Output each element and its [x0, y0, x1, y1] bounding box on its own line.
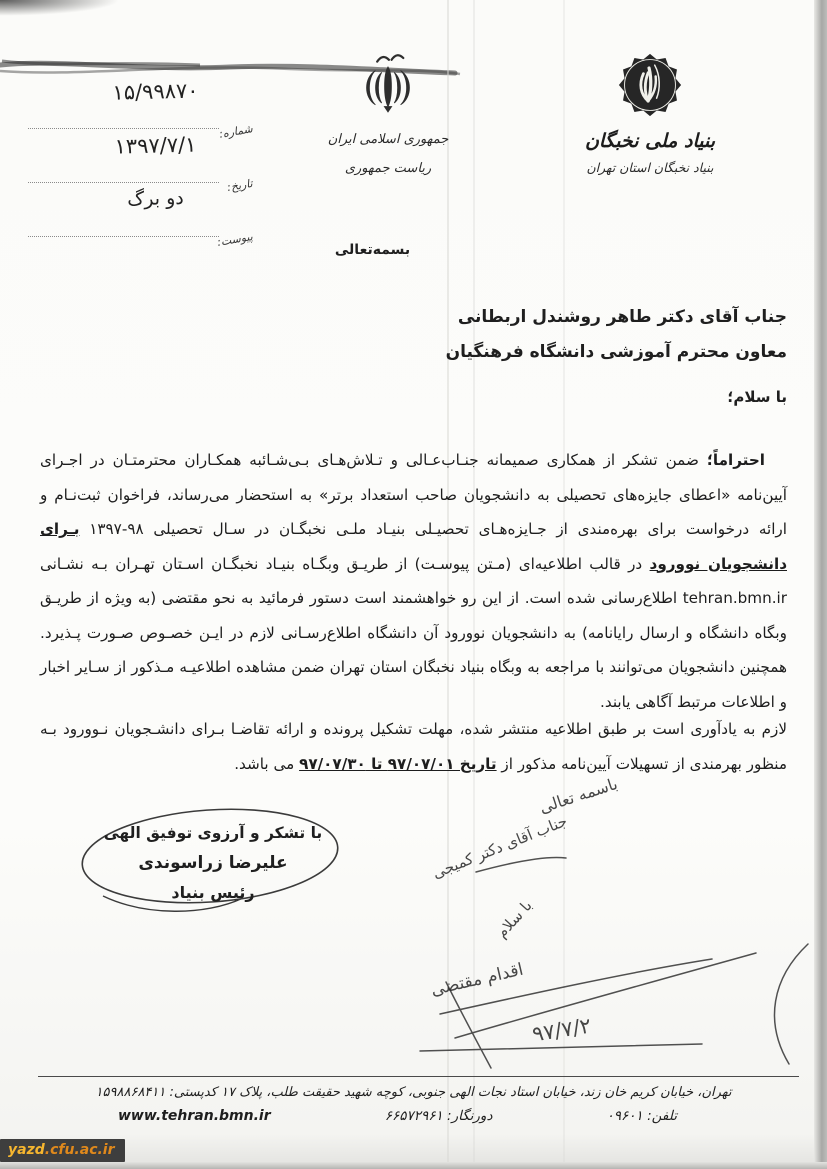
scan-smear-top-left — [0, 0, 120, 16]
elite-foundation-seal-icon — [617, 52, 683, 118]
footer-divider — [38, 1076, 799, 1077]
paragraph2-text-b: می باشد. — [234, 754, 300, 773]
number-label: شماره: — [218, 122, 254, 141]
footer — [30, 1082, 797, 1124]
date-value: ۱۳۹۷/۷/۱ — [114, 132, 197, 159]
besmele: بسمه‌تعالی — [334, 242, 411, 258]
emblem-caption-line1: جمهوری اسلامی ایران — [327, 132, 449, 147]
addressee-block — [40, 300, 787, 370]
body-paragraph-2 — [40, 712, 787, 781]
signature-closing: با تشکر و آرزوی توفیق الهی — [103, 824, 323, 842]
handwritten-note-besmele: باسمه تعالی — [537, 773, 620, 818]
emblem-caption-line2: ریاست جمهوری — [344, 161, 432, 176]
fax-label: دورنگار: — [447, 1108, 493, 1124]
handwritten-note-salam: با سلام — [492, 896, 536, 942]
attachment-label: پیوست: — [216, 229, 254, 250]
footer-contacts — [30, 1104, 797, 1124]
handwriting-strokes — [380, 772, 827, 1077]
body-paragraph-1 — [40, 443, 787, 719]
foundation-branch: بنیاد نخبگان استان تهران — [586, 160, 714, 175]
date-label: تاریخ: — [226, 176, 254, 195]
footer-phone — [607, 1108, 677, 1124]
field-date — [28, 132, 254, 195]
handwritten-annotation-zone — [380, 772, 827, 1077]
dotted-line — [28, 128, 219, 129]
signature-block — [88, 818, 338, 908]
signatory-name: علیرضا زراسوندی — [138, 853, 288, 873]
foundation-header — [545, 52, 755, 175]
footer-fax — [385, 1108, 493, 1124]
addressee-name: جناب آقای دکتر طاهر روشندل اربطانی — [457, 307, 787, 327]
letterhead-fields — [28, 78, 254, 250]
handwritten-note-action: اقدام مقتضی — [428, 959, 526, 1001]
phone-label: تلفن: — [647, 1108, 677, 1124]
paragraph1-text-b: در قالب اطلاعیه‌ای (مـتن پیوسـت) از طریـق وبگـاه بنیـاد نخبگـان اسـتان تهـران بـه نشـانی tehran.bmn.ir اطلاع‌رسانی شده است. از این رو خواهشمند است دستور فرمائید به نحو مقتضی (به ویژه از طریـق وبگاه دانشگاه و ارسال رایانامه) به دانشجویان نوورود آن دانشگاه اطلاع‌رسـانی لازم در ایـن خصـوص صـورت پـذیرد. همچنین دانشجویان می‌توانند با مراجعه به وبگاه بنیاد نخبگان استان تهران ضمن مشاهده اطلاعیـه مـذکور از سـایر اخبار و اطلاعات مرتبط آگاهی یابند. — [40, 554, 787, 711]
phone-number: ۰۹۶۰۱ — [606, 1108, 643, 1124]
paragraph2-deadline: تاریخ ۹۷/۰۷/۰۱ تا ۹۷/۰۷/۳۰ — [299, 754, 497, 773]
dotted-line — [28, 236, 219, 237]
footer-address: تهران، خیابان کریم خان زند، خیابان استاد نجات الهی جنوبی، کوچه شهید حقیقت طلب، پلاک ۱۷ کدپستی: ۱۵۹۸۸۶۸۴۱۱ — [95, 1085, 732, 1100]
addressee-title: معاون محترم آموزشی دانشگاه فرهنگیان — [445, 342, 787, 362]
paragraph1-text-a: ضمن تشکر از همکاری صمیمانه جنـاب‌عـالی و تـلاش‌هـای بـی‌شـائبه همکـاران محترمتـان در اجـرای آیین‌نامه «اعطای جایزه‌های تحصیلی به دانشجویان صاحب استعداد برتر» به استحضار می‌رساند، فراخوان ثبت‌نـام و ارائه درخواست برای بهره‌مندی از جـایزه‌هـای تحصیـلی بنیـاد ملـی نخبگـان در سـال تحصیلی ۹۸-۱۳۹۷ — [40, 451, 787, 539]
scan-edge-bottom — [0, 1162, 827, 1169]
handwritten-note-addressee: جناب آقای دکتر کمیجی — [429, 811, 570, 883]
footer-website: www.tehran.bmn.ir — [118, 1108, 271, 1124]
watermark-rest: .cfu.ac.ir — [44, 1142, 115, 1158]
field-number — [28, 78, 254, 141]
salutation: با سلام؛ — [727, 388, 787, 406]
dotted-line — [28, 182, 219, 183]
site-watermark — [0, 1139, 125, 1162]
field-attachment — [28, 186, 254, 250]
paragraph2-text-a: لازم به یادآوری است بر طبق اطلاعیه منتشر شده، مهلت تشکیل پرونده و ارائه تقاضـا بـرای دانشـجویان نـوورود بـه منظور بهرمندی از تسهیلات آیین‌نامه مذکور از — [40, 720, 787, 773]
attachment-value: دو برگ — [126, 186, 184, 211]
fax-number: ۶۶۵۷۲۹۶۱ — [384, 1108, 443, 1124]
paragraph1-intro: احتراماً؛ — [706, 451, 765, 470]
watermark-bold: yazd — [8, 1142, 45, 1158]
number-value: ۱۵/۹۹۸۷۰ — [112, 78, 199, 105]
foundation-name: بنیاد ملی نخبگان — [584, 130, 716, 152]
iran-emblem-icon — [352, 52, 424, 118]
handwritten-note-date: ۹۷/۷/۲ — [530, 1013, 593, 1047]
government-header — [313, 52, 463, 176]
signatory-title: رئیس بنیاد — [171, 883, 255, 902]
paragraph1-emphasis: بـرای دانشجویان نوورود — [40, 520, 787, 573]
